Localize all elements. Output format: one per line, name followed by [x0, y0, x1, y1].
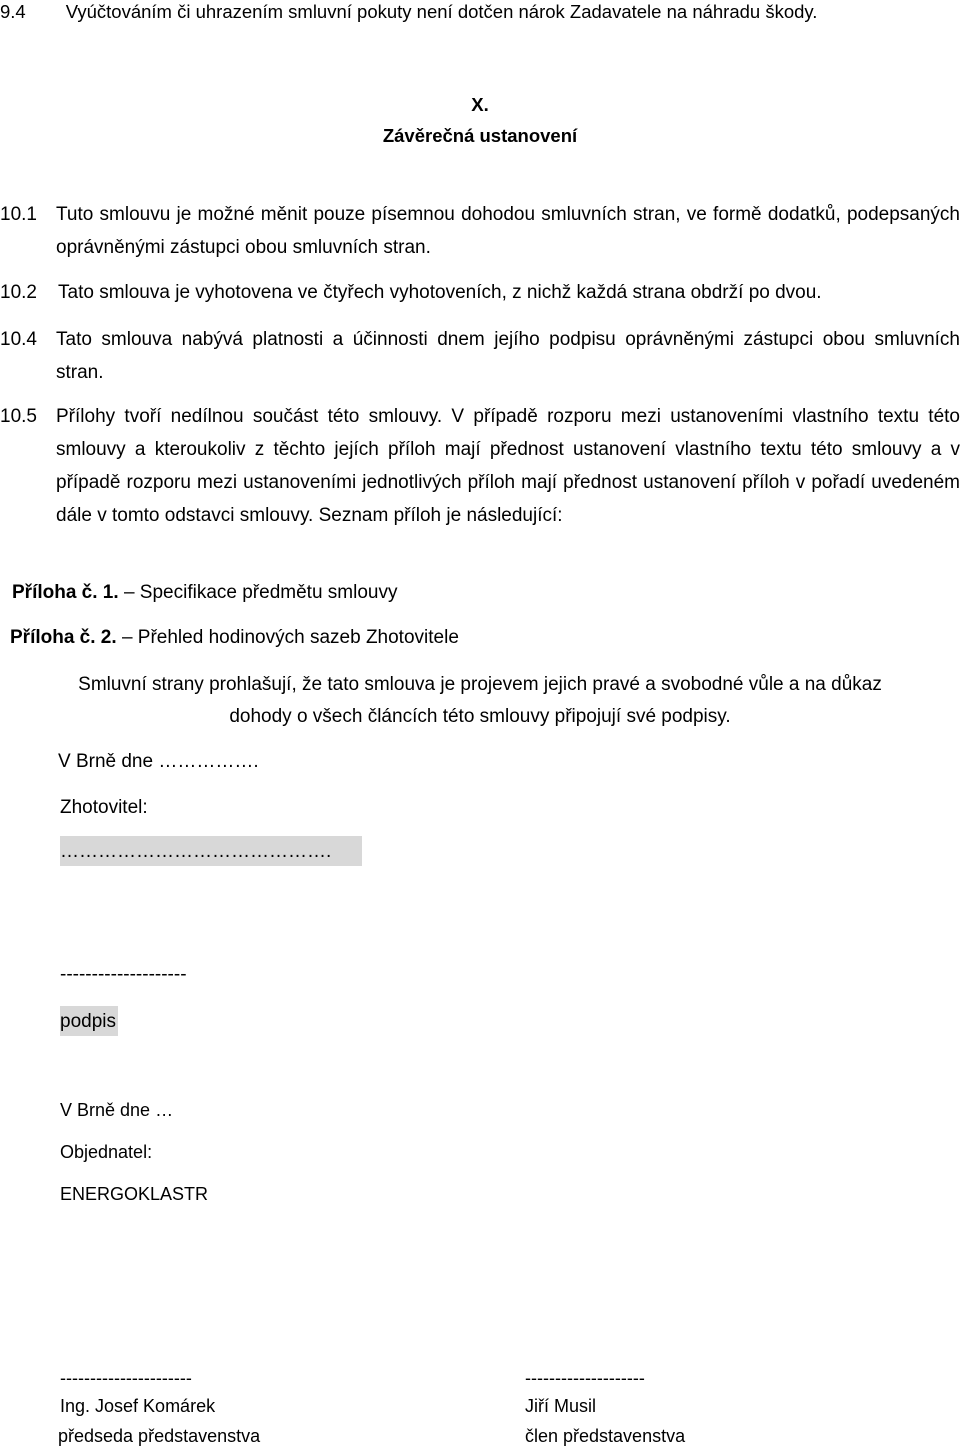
clause-9-4: [0, 0, 817, 27]
signatory-1-name: Ing. Josef Komárek: [60, 1396, 216, 1416]
clause-10-1-text: Tuto smlouvu je možné měnit pouze písemnou dohodou smluvních stran, ve formě dodatků, podepsaných oprávněnými zástupci obou smluvních stran.: [56, 204, 960, 258]
client-label: Objednatel:: [60, 1142, 153, 1162]
clause-10-4-number: 10.4: [0, 329, 37, 350]
declaration-line-1: Smluvní strany prohlašují, že tato smlouva je projevem jejich pravé a svobodné vůle a na důkaz: [78, 674, 882, 695]
client-place-date: V Brně dne …: [60, 1100, 174, 1120]
signatory-2-name: Jiří Musil: [525, 1396, 596, 1416]
client-name: ENERGOKLASTR: [60, 1184, 209, 1204]
clause-10-1-number: 10.1: [0, 204, 37, 225]
clause-10-4-text: Tato smlouva nabývá platnosti a účinnosti dnem jejího podpisu oprávněnými zástupci obou smluvních stran.: [56, 329, 960, 383]
signatory-2-line: --------------------: [525, 1368, 645, 1388]
article-title: Závěrečná ustanovení: [382, 125, 578, 146]
clause-number: 9.4: [0, 1, 26, 22]
clause-10-2-number: 10.2: [0, 282, 37, 303]
contractor-label: Zhotovitel:: [60, 797, 148, 818]
article-number: X.: [471, 94, 489, 115]
annex-title: Specifikace předmětu smlouvy: [139, 582, 398, 603]
clause-10-5-text: Přílohy tvoří nedílnou součást této smlouvy. V případě rozporu mezi ustanoveními vlastního textu této smlouvy a kteroukoliv z těchto jejích příloh mají přednost ustanovení vlastního textu této smlouvy a v případě rozporu mezi ustanoveními jednotlivých příloh mají přednost ustanovení příloh v pořadí uvedeném dále v tomto odstavci smlouvy. Seznam příloh je následující:: [56, 406, 960, 526]
annex-dash: –: [123, 582, 135, 603]
signatory-1-line: ----------------------: [60, 1368, 192, 1388]
clause-10-5-number: 10.5: [0, 406, 37, 427]
contractor-name-blank: …………………………………….: [60, 836, 362, 866]
annex-2: [10, 621, 459, 654]
annex-dash: –: [121, 627, 133, 648]
clause-text: Vyúčtováním či uhrazením smluvní pokuty není dotčen nárok Zadavatele na náhradu škody.: [65, 1, 818, 22]
annex-title: Přehled hodinových sazeb Zhotovitele: [137, 627, 459, 648]
signatory-1-role: předseda představenstva: [58, 1426, 261, 1446]
annex-label: Příloha č. 1.: [12, 582, 119, 603]
clause-10-2-text: Tato smlouva je vyhotovena ve čtyřech vyhotoveních, z nichž každá strana obdrží po dvou.: [58, 282, 822, 303]
contractor-place-date: V Brně dne …………….: [58, 751, 259, 772]
declaration-line-2: dohody o všech článcích této smlouvy připojují své podpisy.: [229, 706, 731, 727]
contractor-signature-line: --------------------: [60, 964, 187, 985]
annex-1: [12, 576, 397, 609]
signatory-2-role: člen představenstva: [525, 1426, 686, 1446]
annex-label: Příloha č. 2.: [10, 627, 117, 648]
contractor-signature-label: podpis: [60, 1006, 118, 1036]
